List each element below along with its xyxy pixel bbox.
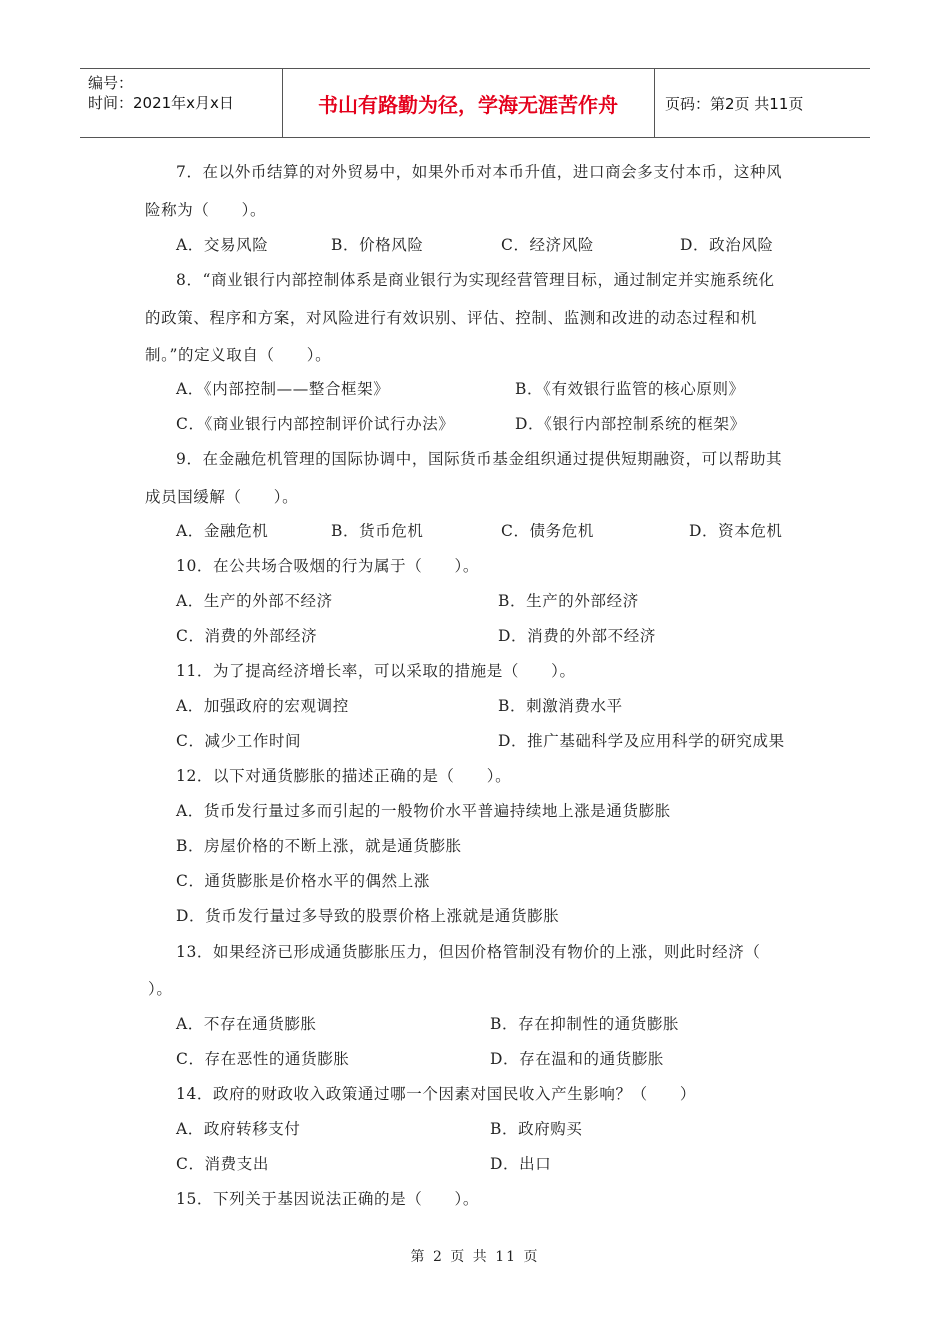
question-8-option-a: A．《内部控制——整合框架》 [176, 380, 390, 398]
time-label: 时间：2021年x月x日 [88, 94, 234, 112]
question-13-stem-cont: ）。 [148, 980, 173, 998]
question-14-stem: 14．政府的财政收入政策通过哪一个因素对国民收入产生影响？（ ） [176, 1085, 697, 1103]
question-10-option-a: A．生产的外部不经济 [176, 592, 333, 610]
question-10-option-c: C．消费的外部经济 [176, 627, 318, 645]
question-7-stem: 7．在以外币结算的对外贸易中，如果外币对本币升值，进口商会多支付本币，这种风 [176, 163, 783, 181]
question-9-option-a: A．金融危机 [176, 522, 269, 540]
question-13-option-d: D．存在温和的通货膨胀 [490, 1050, 665, 1068]
question-9-stem-cont: 成员国缓解（ ）。 [145, 488, 299, 506]
question-8-option-c: C．《商业银行内部控制评价试行办法》 [176, 415, 455, 433]
header-divider [654, 69, 655, 137]
question-12-option-d: D．货币发行量过多导致的股票价格上涨就是通货膨胀 [176, 907, 560, 925]
page-footer: 第 2 页 共 11 页 [410, 1249, 540, 1265]
question-12-option-c: C．通货膨胀是价格水平的偶然上涨 [176, 872, 430, 890]
number-label: 编号： [88, 74, 134, 92]
question-15-stem: 15．下列关于基因说法正确的是（ ）。 [176, 1190, 479, 1208]
question-7-option-b: B．价格风险 [331, 236, 424, 254]
question-10-option-d: D．消费的外部不经济 [498, 627, 656, 645]
question-8-stem-cont: 的政策、程序和方案，对风险进行有效识别、评估、控制、监测和改进的动态过程和机 [145, 309, 757, 327]
header-page-info: 页码：第2页 共11页 [665, 95, 804, 113]
question-8-option-b: B．《有效银行监管的核心原则》 [515, 380, 745, 398]
header-motto: 书山有路勤为径，学海无涯苦作舟 [318, 92, 618, 117]
question-14-option-b: B．政府购买 [490, 1120, 583, 1138]
question-13-option-a: A．不存在通货膨胀 [176, 1015, 317, 1033]
question-9-option-d: D．资本危机 [689, 522, 783, 540]
question-13-option-c: C．存在恶性的通货膨胀 [176, 1050, 350, 1068]
question-7-option-d: D．政治风险 [680, 236, 774, 254]
question-10-option-b: B．生产的外部经济 [498, 592, 639, 610]
question-7-stem-cont: 险称为（ ）。 [145, 201, 267, 219]
question-11-option-d: D．推广基础科学及应用科学的研究成果 [498, 732, 785, 750]
question-7-option-c: C．经济风险 [501, 236, 594, 254]
question-14-option-c: C．消费支出 [176, 1155, 269, 1173]
question-10-stem: 10．在公共场合吸烟的行为属于（ ）。 [176, 557, 479, 575]
question-9-stem: 9．在金融危机管理的国际协调中，国际货币基金组织通过提供短期融资，可以帮助其 [176, 450, 783, 468]
question-9-option-b: B．货币危机 [331, 522, 424, 540]
question-14-option-a: A．政府转移支付 [176, 1120, 301, 1138]
question-14-option-d: D．出口 [490, 1155, 552, 1173]
question-11-option-b: B．刺激消费水平 [498, 697, 623, 715]
question-8-stem-cont: 制。”的定义取自（ ）。 [145, 346, 332, 364]
question-7-option-a: A．交易风险 [176, 236, 269, 254]
question-12-option-a: A．货币发行量过多而引起的一般物价水平普遍持续地上涨是通货膨胀 [176, 802, 671, 820]
question-8-option-d: D．《银行内部控制系统的框架》 [515, 415, 746, 433]
question-13-stem: 13．如果经济已形成通货膨胀压力，但因价格管制没有物价的上涨，则此时经济（ [176, 943, 761, 961]
question-12-option-b: B．房屋价格的不断上涨，就是通货膨胀 [176, 837, 462, 855]
question-13-option-b: B．存在抑制性的通货膨胀 [490, 1015, 680, 1033]
question-12-stem: 12．以下对通货膨胀的描述正确的是（ ）。 [176, 767, 512, 785]
document-header [80, 68, 870, 138]
question-11-option-c: C．减少工作时间 [176, 732, 302, 750]
header-meta [88, 73, 234, 113]
question-11-option-a: A．加强政府的宏观调控 [176, 697, 349, 715]
question-11-stem: 11．为了提高经济增长率，可以采取的措施是（ ）。 [176, 662, 576, 680]
question-8-stem: 8．“商业银行内部控制体系是商业银行为实现经营管理目标，通过制定并实施系统化 [176, 271, 775, 289]
question-9-option-c: C．债务危机 [501, 522, 594, 540]
